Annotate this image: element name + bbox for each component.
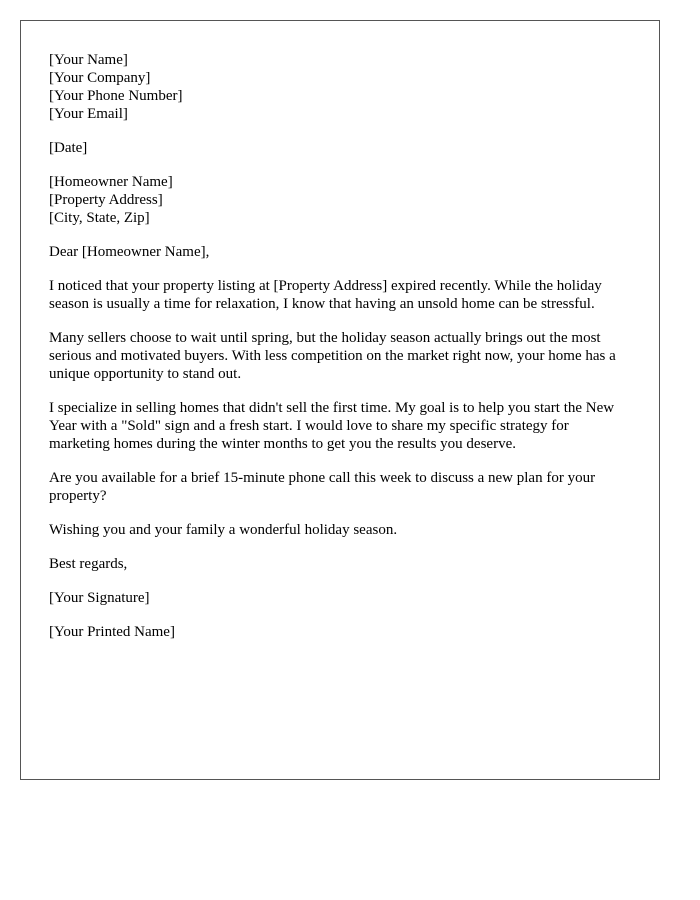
body-paragraph-2: Many sellers choose to wait until spring, but the holiday season actually brings out the most serious and motivated buyers. With less competition on the market right now, your home has a unique opportunity to stand out. [49,330,616,382]
letter-date: [Date] [49,140,88,156]
closing: Best regards, [49,556,128,572]
recipient-block [49,173,631,227]
signature: [Your Signature] [49,590,150,606]
recipient-name: [Homeowner Name] [49,174,173,190]
body-paragraph-3: I specialize in selling homes that didn't sell the first time. My goal is to help you start the New Year with a "Sold" sign and a fresh start. I would love to share my specific strategy for marketing homes during the winter months to get you the results you deserve. [49,400,615,452]
printed-name: [Your Printed Name] [49,624,175,640]
sender-phone: [Your Phone Number] [49,88,183,104]
salutation: Dear [Homeowner Name], [49,244,210,260]
sender-block [49,51,631,123]
recipient-address: [Property Address] [49,192,163,208]
body-paragraph-4: Are you available for a brief 15-minute phone call this week to discuss a new plan for your property? [49,470,596,504]
body-paragraph-1: I noticed that your property listing at [Property Address] expired recently. While the holiday season is usually a time for relaxation, I know that having an unsold home can be stressful. [49,278,602,312]
letter-page [20,20,660,780]
body-paragraph-5: Wishing you and your family a wonderful holiday season. [49,522,398,538]
date-block [49,139,631,157]
recipient-city-state-zip: [City, State, Zip] [49,210,150,226]
sender-company: [Your Company] [49,70,151,86]
sender-name: [Your Name] [49,52,128,68]
sender-email: [Your Email] [49,106,128,122]
